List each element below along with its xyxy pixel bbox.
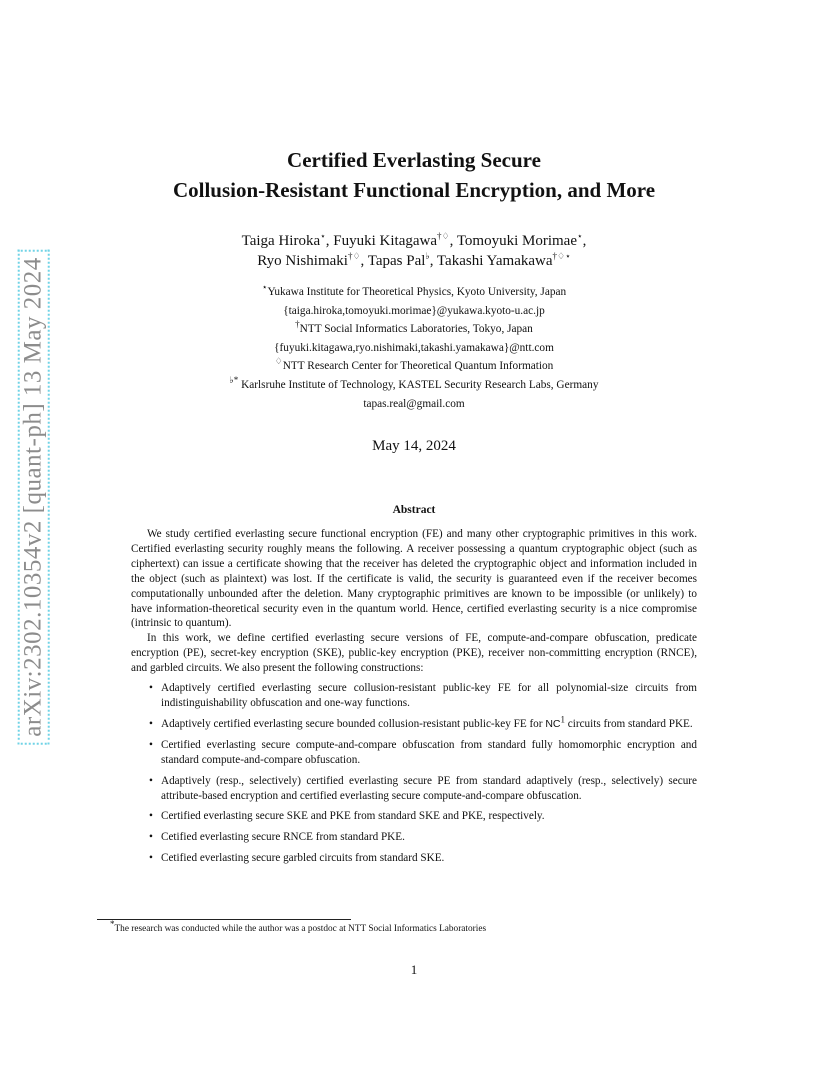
arxiv-stamp-text: arXiv:2302.10354v2 [quant-ph] 13 May 2024 xyxy=(18,249,50,744)
list-item: • Adaptively certified everlasting secure collusion-resistant public-key FE for all polynomial-size circuits from indistinguishability obfuscation and one-way functions. xyxy=(161,681,697,711)
title-line-1: Certified Everlasting Secure xyxy=(287,148,541,172)
author-name: Ryo Nishimaki xyxy=(257,253,348,269)
abstract-paragraph: In this work, we define certified everlasting secure versions of FE, compute-and-compare obfuscation, predicate encryption (PE), secret-key encryption (SKE), public-key encryption (PKE), receiver non-committing encryption (RNCE), and garbled circuits. We also present the following constructions: xyxy=(131,632,697,675)
author-name: Takashi Yamakawa xyxy=(436,253,553,269)
affiliation-line: †NTT Social Informatics Laboratories, Tokyo, Japan xyxy=(295,319,533,336)
author-marks: †♢ xyxy=(347,251,361,261)
affiliation-line: ♢NTT Research Center for Theoretical Quantum Information xyxy=(274,356,554,373)
footnote xyxy=(110,919,487,935)
author-name: Tapas Pal xyxy=(367,253,426,269)
affiliations xyxy=(0,283,828,413)
list-item: • Certified everlasting secure compute-and-compare obfuscation from standard fully homomorphic encryption and standard compute-and-compare obfuscation. xyxy=(161,738,697,768)
abstract-heading: Abstract xyxy=(392,504,436,516)
nc-class-label: NC xyxy=(545,717,561,730)
email-line: {taiga.hiroka,tomoyuki.morimae}@yukawa.kyoto-u.ac.jp xyxy=(283,304,545,317)
email-line: tapas.real@gmail.com xyxy=(363,397,465,410)
page-number: 1 xyxy=(410,962,418,977)
list-item: • Cetified everlasting secure RNCE from standard PKE. xyxy=(161,830,697,845)
author-marks: ⋆ xyxy=(577,231,583,241)
author-marks: †♢ xyxy=(437,231,450,241)
footnote-text: The research was conducted while the author was a postdoc at NTT Social Informatics Laboratories xyxy=(114,924,487,935)
author-line-2: Ryo Nishimaki†♢, Tapas Pal♭, Takashi Yamakawa†♢⋆ xyxy=(257,251,571,269)
list-item: • Certified everlasting secure SKE and PKE from standard SKE and PKE, respectively. xyxy=(161,809,697,824)
paper-date: May 14, 2024 xyxy=(372,438,456,454)
footnote-mark: * xyxy=(110,919,115,929)
footnote-rule xyxy=(97,919,351,920)
list-item: • Adaptively (resp., selectively) certified everlasting secure PE from standard adaptively (resp., selectively) secure attribute-based encryption and certified everlasting secure compute-and-compare obfuscation. xyxy=(161,774,697,804)
affiliation-line: ♭* Karlsruhe Institute of Technology, KASTEL Security Research Labs, Germany xyxy=(229,375,599,391)
author-name: Fuyuki Kitagawa xyxy=(333,233,437,249)
author-name: Taiga Hiroka xyxy=(241,233,321,249)
author-marks: ♭ xyxy=(425,251,430,261)
affiliation-line: ⋆Yukawa Institute for Theoretical Physics, Kyoto University, Japan xyxy=(261,282,567,298)
abstract-body xyxy=(131,527,697,872)
author-marks: †♢⋆ xyxy=(552,251,571,261)
title-line-2: Collusion-Resistant Functional Encryption, and More xyxy=(172,178,656,202)
abstract-paragraph: We study certified everlasting secure functional encryption (FE) and many other cryptographic primitives in this work. Certified everlasting security roughly means the following. A receiver possessing a quantum cryptographic object (such as ciphertext) can issue a certificate showing that the receiver has deleted the cryptographic object and information included in the object (such as plaintext) was lost. If the certificate is valid, the security is guaranteed even if the receiver becomes computationally unbounded after the deletion. Many cryptographic primitives are known to be impossible (or unlikely) to have information-theoretical security even in the quantum world. Hence, certified everlasting security is a nice compromise (intrinsic to quantum). xyxy=(131,528,697,630)
author-name: Tomoyuki Morimae xyxy=(456,233,577,249)
paper-title xyxy=(0,145,828,205)
author-marks: ⋆ xyxy=(320,231,326,241)
author-line-1: Taiga Hiroka⋆, Fuyuki Kitagawa†♢, Tomoyuki Morimae⋆, xyxy=(241,231,587,249)
list-item: • Cetified everlasting secure garbled circuits from standard SKE. xyxy=(161,851,697,866)
construction-list xyxy=(131,681,697,866)
list-item: • Adaptively certified everlasting secure bounded collusion-resistant public-key FE for $NC^1$ circuits from standard PKE. xyxy=(161,717,697,732)
author-list xyxy=(0,231,828,271)
email-line: {fuyuki.kitagawa,ryo.nishimaki,takashi.yamakawa}@ntt.com xyxy=(274,341,554,354)
